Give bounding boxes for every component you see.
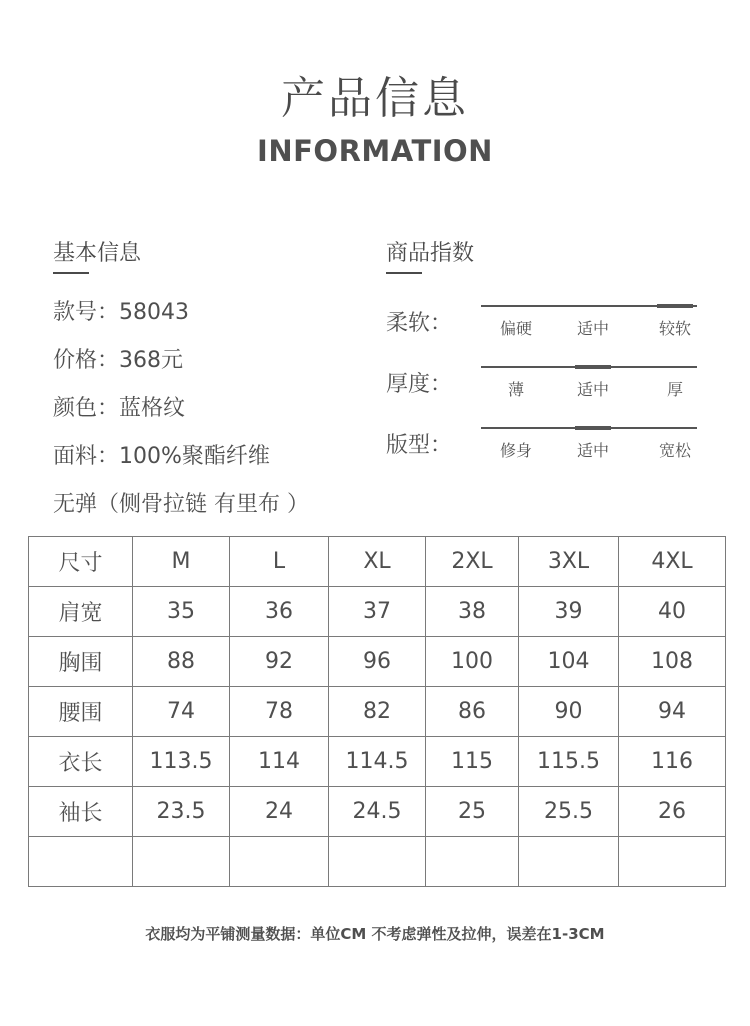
size-value-cell: 92 xyxy=(230,637,329,687)
page-title: 产品信息 xyxy=(281,73,469,124)
size-value-cell: 108 xyxy=(619,637,726,687)
size-value-cell xyxy=(329,837,426,887)
measure-label-cell: 胸围 xyxy=(29,637,133,687)
size-value-cell: 115 xyxy=(426,737,519,787)
size-value-cell xyxy=(426,837,519,887)
size-header-cell: XL xyxy=(329,537,426,587)
size-header-cell: 4XL xyxy=(619,537,726,587)
index-option: 厚 xyxy=(666,380,683,399)
page-subtitle: INFORMATION xyxy=(257,134,493,168)
size-value-cell: 86 xyxy=(426,687,519,737)
size-row xyxy=(29,837,726,887)
size-value-cell: 25 xyxy=(426,787,519,837)
measure-label-cell: 腰围 xyxy=(29,687,133,737)
size-row xyxy=(29,787,726,837)
index-option: 适中 xyxy=(576,319,609,338)
info-price: 价格：368元 xyxy=(53,348,183,373)
size-value-cell: 114 xyxy=(230,737,329,787)
index-label: 厚度： xyxy=(386,372,453,397)
info-color: 颜色：蓝格纹 xyxy=(53,396,186,421)
size-value-cell: 74 xyxy=(133,687,230,737)
size-header-row xyxy=(29,537,726,587)
size-value-cell: 96 xyxy=(329,637,426,687)
size-value-cell: 94 xyxy=(619,687,726,737)
size-value-cell xyxy=(519,837,619,887)
info-fabric: 面料：100%聚酯纤维 xyxy=(53,444,270,469)
size-value-cell xyxy=(133,837,230,887)
size-row xyxy=(29,637,726,687)
size-value-cell: 40 xyxy=(619,587,726,637)
size-value-cell xyxy=(230,837,329,887)
basic-info-underline xyxy=(53,272,89,274)
size-value-cell: 116 xyxy=(619,737,726,787)
size-value-cell: 78 xyxy=(230,687,329,737)
size-value-cell: 38 xyxy=(426,587,519,637)
measurement-note: 衣服均为平铺测量数据：单位CM 不考虑弹性及拉伸，误差在1-3CM xyxy=(145,925,605,943)
size-header-cell: 尺寸 xyxy=(29,537,133,587)
measure-label-cell xyxy=(29,837,133,887)
size-table xyxy=(28,536,726,887)
size-value-cell: 25.5 xyxy=(519,787,619,837)
measure-label-cell: 衣长 xyxy=(29,737,133,787)
size-value-cell: 26 xyxy=(619,787,726,837)
size-row xyxy=(29,687,726,737)
size-value-cell: 24.5 xyxy=(329,787,426,837)
product-index-underline xyxy=(386,272,422,274)
index-option: 薄 xyxy=(507,380,524,399)
size-value-cell: 104 xyxy=(519,637,619,687)
size-value-cell: 24 xyxy=(230,787,329,837)
index-selected-marker xyxy=(657,304,693,308)
index-option: 适中 xyxy=(576,441,609,460)
index-label: 柔软： xyxy=(386,311,453,336)
size-value-cell: 37 xyxy=(329,587,426,637)
measure-label-cell: 肩宽 xyxy=(29,587,133,637)
size-value-cell: 35 xyxy=(133,587,230,637)
size-header-cell: 2XL xyxy=(426,537,519,587)
size-value-cell: 88 xyxy=(133,637,230,687)
size-value-cell: 113.5 xyxy=(133,737,230,787)
product-index-heading: 商品指数 xyxy=(386,241,475,266)
index-option: 宽松 xyxy=(658,441,691,460)
size-value-cell: 82 xyxy=(329,687,426,737)
size-value-cell: 100 xyxy=(426,637,519,687)
size-header-cell: L xyxy=(230,537,329,587)
size-value-cell: 36 xyxy=(230,587,329,637)
info-elasticity: 无弹（侧骨拉链 有里布 ） xyxy=(53,492,309,517)
basic-info-heading: 基本信息 xyxy=(53,241,142,266)
size-row xyxy=(29,737,726,787)
size-header-cell: 3XL xyxy=(519,537,619,587)
size-value-cell: 114.5 xyxy=(329,737,426,787)
measure-label-cell: 袖长 xyxy=(29,787,133,837)
size-value-cell: 115.5 xyxy=(519,737,619,787)
size-value-cell: 90 xyxy=(519,687,619,737)
index-option: 较软 xyxy=(658,319,691,338)
size-value-cell xyxy=(619,837,726,887)
index-option: 偏硬 xyxy=(499,319,532,338)
index-option: 修身 xyxy=(499,441,532,460)
info-style-number: 款号：58043 xyxy=(53,300,189,325)
index-selected-marker xyxy=(575,365,611,369)
size-header-cell: M xyxy=(133,537,230,587)
size-value-cell: 39 xyxy=(519,587,619,637)
index-option: 适中 xyxy=(576,380,609,399)
size-row xyxy=(29,587,726,637)
size-value-cell: 23.5 xyxy=(133,787,230,837)
index-selected-marker xyxy=(575,426,611,430)
index-label: 版型： xyxy=(386,433,453,458)
